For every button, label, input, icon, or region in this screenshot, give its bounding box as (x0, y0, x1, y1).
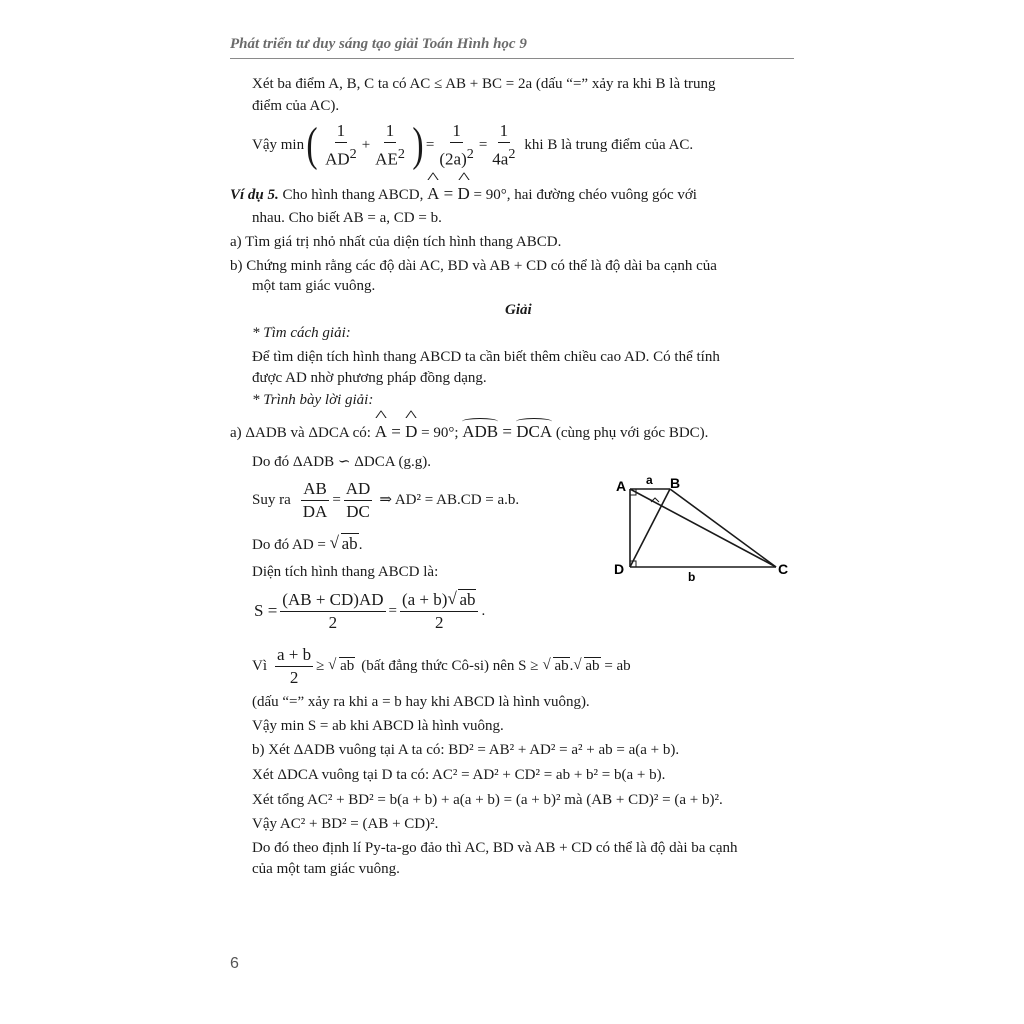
text-line: nhau. Cho biết AB = a, CD = b. (252, 210, 442, 226)
label-a: a (646, 473, 653, 487)
solution-text: = 90°; (421, 425, 459, 441)
text-line: a) ΔADB và ΔDCA có: ^ A = ^ D = 90°; ADB = DCA (cùng phụ với góc BDC). (230, 422, 708, 443)
fraction: $\frac{1}{4a^2}$ (492, 120, 516, 169)
solution-text: (bất đẳng thức Cô-si) nên S ≥ (361, 658, 539, 674)
text-line: Do đó theo định lí Py-ta-go đảo thì AC, BD và AB + CD có thể là độ dài ba cạnh (252, 840, 738, 856)
ratio-formula: Suy ra $\frac{AB}{DA}$ = $\frac{AD}{DC}$ ⇒ AD² = AB.CD = a.b. (252, 478, 520, 521)
example-label: Ví dụ 5. (230, 187, 279, 203)
solution-text: (cùng phụ với góc BDC). (555, 425, 709, 441)
text-line: Xét ba điểm A, B, C ta có AC ≤ AB + BC = 2a (dấu “=” xảy ra khi B là trung (252, 76, 716, 92)
example-text: Cho hình thang ABCD, (282, 187, 424, 203)
label-D: D (614, 561, 625, 577)
running-header: Phát triển tư duy sáng tạo giải Toán Hình học 9 (230, 36, 527, 52)
question-a: a) Tìm giá trị nhỏ nhất của diện tích hình thang ABCD. (230, 234, 562, 250)
inequality-formula: Vì $\frac{a + b}{2}$ ≥ √ ab (bất đẳng thức Cô-si) nên S ≥ √ ab.√ ab = ab (252, 642, 631, 690)
formula-text: Vậy min (252, 137, 305, 153)
text-line: b) Xét ΔADB vuông tại A ta có: BD² = AB² + AD² = a² + ab = a(a + b). (252, 742, 680, 758)
page-number: 6 (230, 955, 239, 972)
text-line: một tam giác vuông. (252, 278, 376, 294)
label-C: C (778, 561, 789, 577)
label-b: b (688, 570, 696, 584)
text-line: * Trình bày lời giải: (252, 392, 374, 408)
example-text: = 90°, hai đường chéo vuông góc với (473, 187, 697, 203)
solution-text: a) ΔADB và ΔDCA có: (230, 425, 371, 441)
text-line: Do đó AD = √ ab. (252, 534, 362, 555)
solution-heading: Giải (505, 302, 532, 318)
question-b: b) Chứng minh rằng các độ dài AC, BD và AB + CD có thể là độ dài ba cạnh của (230, 258, 717, 274)
right-paren: ) (412, 118, 424, 171)
fraction: $\frac{1}{(2a)^2}$ (439, 120, 474, 169)
solution-text: Vì (252, 658, 267, 674)
label-B: B (670, 475, 681, 491)
text-line: Do đó ΔADB ∽ ΔDCA (g.g). (252, 454, 431, 470)
text-line: Diện tích hình thang ABCD là: (252, 564, 439, 580)
text-line: của một tam giác vuông. (252, 861, 400, 877)
text-line: Vậy min S = ab khi ABCD là hình vuông. (252, 718, 504, 734)
text-line: Vậy AC² + BD² = (AB + CD)². (252, 816, 439, 832)
text-line: Xét tổng AC² + BD² = b(a + b) + a(a + b) = (a + b)² mà (AB + CD)² = (a + b)². (252, 792, 723, 808)
text-line: * Tìm cách giải: (252, 325, 351, 341)
label-A: A (616, 478, 627, 494)
example-title: Ví dụ 5. Cho hình thang ABCD, ^ A = ^ D = 90°, hai đường chéo vuông góc với (230, 184, 697, 205)
area-formula: S = $\frac{(AB + CD)AD}{2}$ = $\frac{(a + b)√ ab}{2}$ . (254, 586, 485, 636)
text-line: (dấu “=” xảy ra khi a = b hay khi ABCD là hình vuông). (252, 694, 590, 710)
text-line: điểm của AC). (252, 98, 340, 114)
left-paren: ( (306, 118, 318, 171)
text-line: Xét ΔDCA vuông tại D ta có: AC² = AD² + CD² = ab + b² = b(a + b). (252, 767, 666, 783)
fraction: $\frac{1}{AE^2}$ (375, 120, 405, 169)
solution-text: Suy ra (252, 492, 291, 508)
text-line: được AD nhờ phương pháp đồng dạng. (252, 370, 487, 386)
fraction: $\frac{1}{AD^2}$ (325, 120, 357, 169)
formula-text: khi B là trung điểm của AC. (524, 137, 694, 153)
header-rule (230, 58, 794, 59)
solution-text: ⇒ AD² = AB.CD = a.b. (379, 492, 520, 508)
solution-text: Do đó AD = (252, 537, 326, 553)
min-formula: Vậy min ( $\frac{1}{AD^2}$ + $\frac{1}{AE^2}$ ) = $\frac{1}{(2a)^2}$ = $\frac{1}{4a^2}$ khi B là trung điểm của AC. (252, 118, 694, 171)
trapezoid-figure (608, 470, 798, 585)
text-line: Để tìm diện tích hình thang ABCD ta cần biết thêm chiều cao AD. Có thể tính (252, 349, 720, 365)
